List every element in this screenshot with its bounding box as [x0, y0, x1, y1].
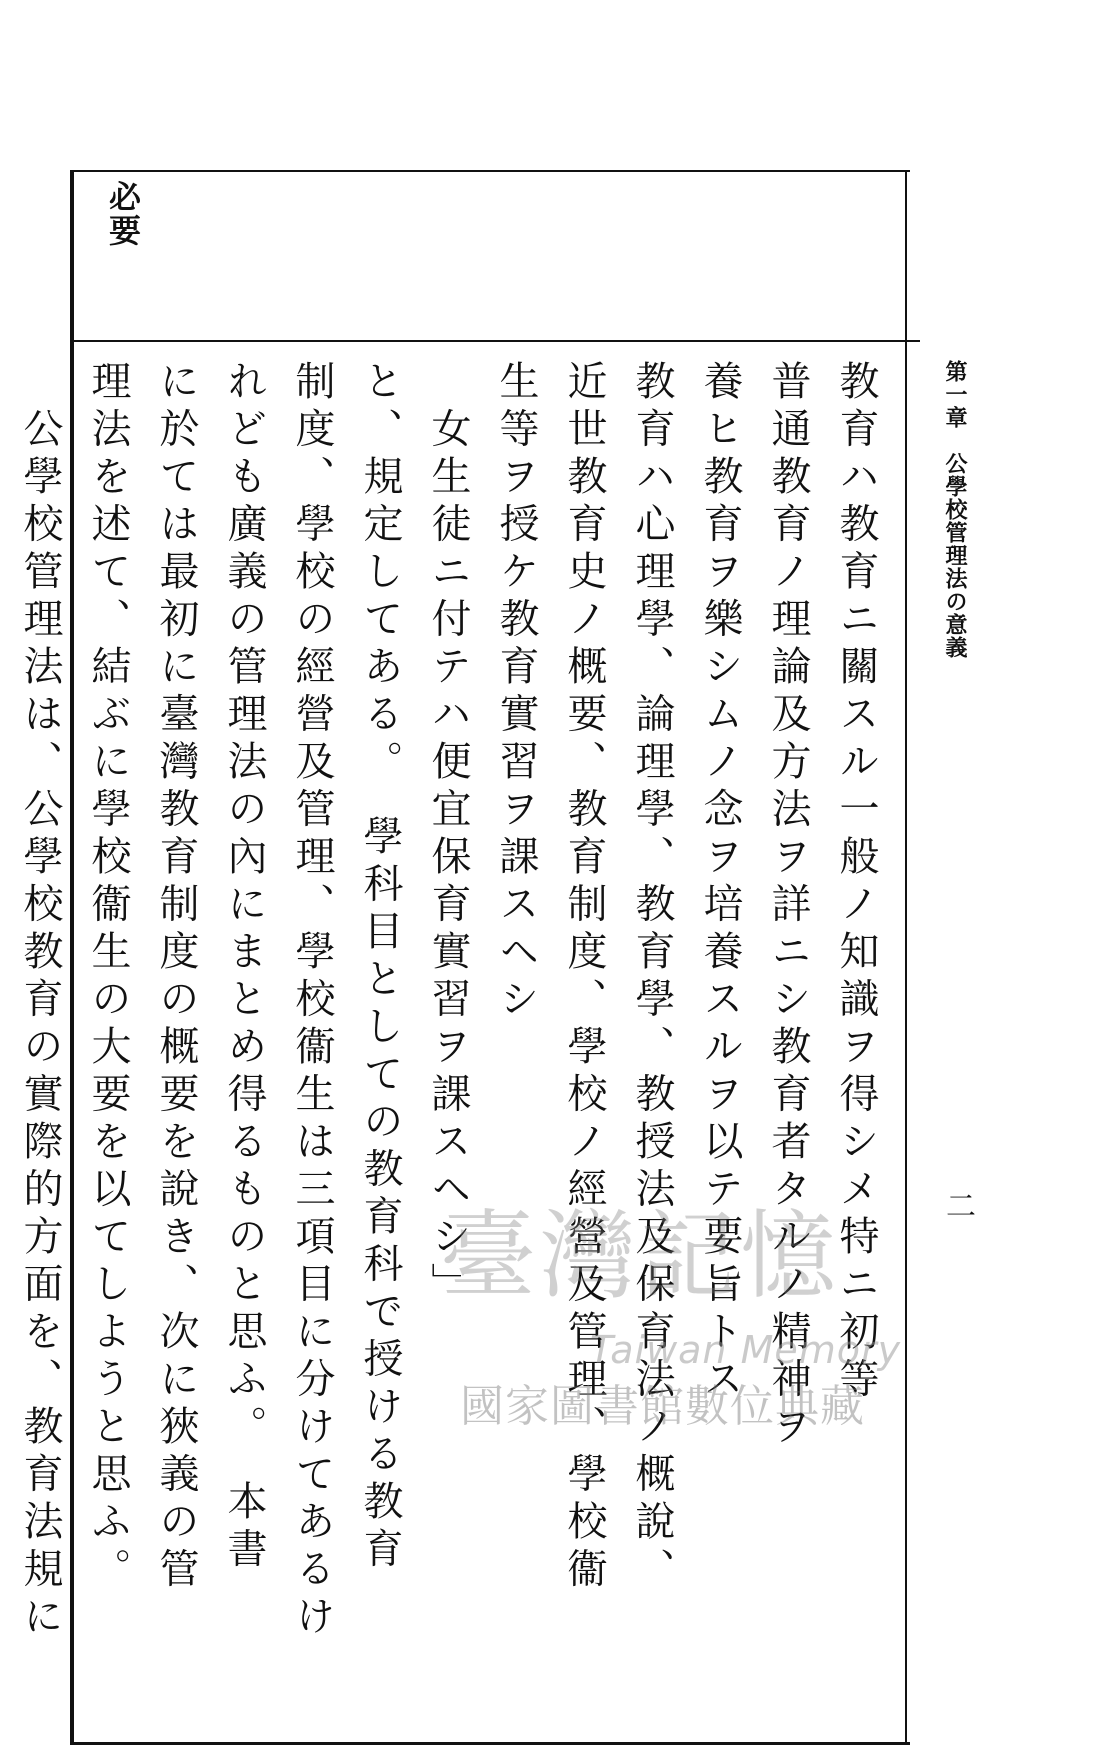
- page-number: 二: [940, 1190, 975, 1220]
- body-text: [17, 360, 890, 1740]
- text-column: 生等ヲ授ケ教育實習ヲ課スヘシ: [493, 360, 539, 1025]
- text-column: 女生徒ニ付テハ便宜保育實習ヲ課スヘシ」: [425, 360, 471, 1310]
- watermark-title: 臺灣記憶: [440, 1200, 840, 1312]
- watermark-subtitle: 國家圖書館數位典藏: [460, 1381, 865, 1432]
- text-column: と、規定してある。 學科目としての教育科で授ける教育: [357, 360, 403, 1575]
- text-column: 養ヒ教育ヲ樂シムノ念ヲ培養スルヲ以テ要旨トス: [697, 360, 743, 1405]
- upper-margin-note: 必要: [104, 180, 142, 248]
- text-column: 教育ハ心理學、論理學、教育學、教授法及保育法ノ概說、: [629, 360, 675, 1595]
- margin-rule: [905, 170, 907, 1745]
- text-column: 公學校管理法は、公學校教育の實際的方面を、教育法規に: [17, 360, 63, 1643]
- text-column: 制度、學校の經營及管理、學校衞生は三項目に分けてあるけ: [289, 360, 335, 1643]
- text-column: 理法を述て、結ぶに學校衞生の大要を以てしようと思ふ。: [85, 360, 131, 1595]
- text-column: れども廣義の管理法の內にまとめ得るものと思ふ。 本書: [221, 360, 267, 1575]
- header-divider-rule: [70, 340, 920, 342]
- text-column: 近世教育史ノ概要、教育制度、學校ノ經營及管理、學校衞: [561, 360, 607, 1595]
- text-column: 教育ハ教育ニ關スル一般ノ知識ヲ得シメ特ニ初等: [833, 360, 879, 1405]
- watermark-english: Taiwan Memory: [590, 1328, 902, 1372]
- text-column: 普通教育ノ理論及方法ヲ詳ニシ教育者タルノ精神ヲ: [765, 360, 811, 1453]
- text-column: に於ては最初に臺灣教育制度の概要を說き、次に狹義の管: [153, 360, 199, 1595]
- running-head: 第一章 公學校管理法の意義: [942, 360, 968, 659]
